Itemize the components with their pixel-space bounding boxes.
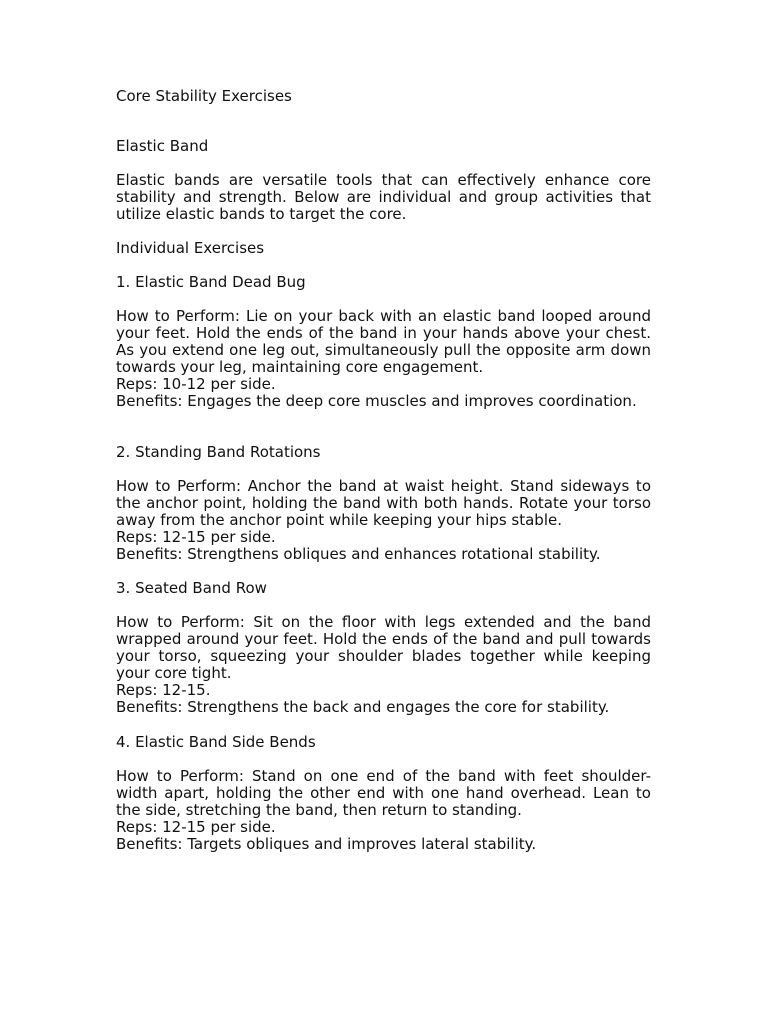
exercise-body — [116, 308, 651, 410]
exercise-how-to: How to Perform: Sit on the floor with legs extended and the band wrapped around your feet. Hold the ends of the band and pull towards your torso, squeezing your shoulder blades together while keeping your core tight. — [116, 613, 651, 682]
exercise-body — [116, 614, 651, 716]
section-heading: Elastic Band — [116, 137, 209, 155]
intro-paragraph: Elastic bands are versatile tools that can effectively enhance core stability and strength. Below are individual and group activities that utilize elastic bands to target the core. — [116, 171, 651, 223]
exercise-reps: Reps: 12-15 per side. — [116, 818, 276, 836]
exercise-benefits: Benefits: Targets obliques and improves lateral stability. — [116, 835, 537, 853]
document-title: Core Stability Exercises — [116, 87, 292, 105]
exercise-heading: 4. Elastic Band Side Bends — [116, 733, 316, 751]
exercise-heading: 1. Elastic Band Dead Bug — [116, 273, 306, 291]
subsection-heading: Individual Exercises — [116, 239, 265, 257]
exercise-how-to: How to Perform: Lie on your back with an elastic band looped around your feet. Hold the ends of the band in your hands above your chest. As you extend one leg out, simultaneously pull the opposite arm down towards your leg, maintaining core engagement. — [116, 307, 651, 376]
exercise-how-to: How to Perform: Stand on one end of the band with feet shoulder-width apart, holding the other end with one hand overhead. Lean to the side, stretching the band, then return to standing. — [116, 767, 651, 819]
exercise-body — [116, 478, 651, 563]
exercise-heading: 2. Standing Band Rotations — [116, 443, 321, 461]
exercise-how-to: How to Perform: Anchor the band at waist height. Stand sideways to the anchor point, holding the band with both hands. Rotate your torso away from the anchor point while keeping your hips stable. — [116, 477, 651, 529]
exercise-reps: Reps: 12-15 per side. — [116, 528, 276, 546]
exercise-benefits: Benefits: Strengthens the back and engages the core for stability. — [116, 698, 610, 716]
exercise-benefits: Benefits: Engages the deep core muscles and improves coordination. — [116, 392, 637, 410]
exercise-heading: 3. Seated Band Row — [116, 579, 267, 597]
exercise-reps: Reps: 10-12 per side. — [116, 375, 276, 393]
exercise-reps: Reps: 12-15. — [116, 681, 211, 699]
exercise-body — [116, 768, 651, 853]
exercise-benefits: Benefits: Strengthens obliques and enhances rotational stability. — [116, 545, 601, 563]
